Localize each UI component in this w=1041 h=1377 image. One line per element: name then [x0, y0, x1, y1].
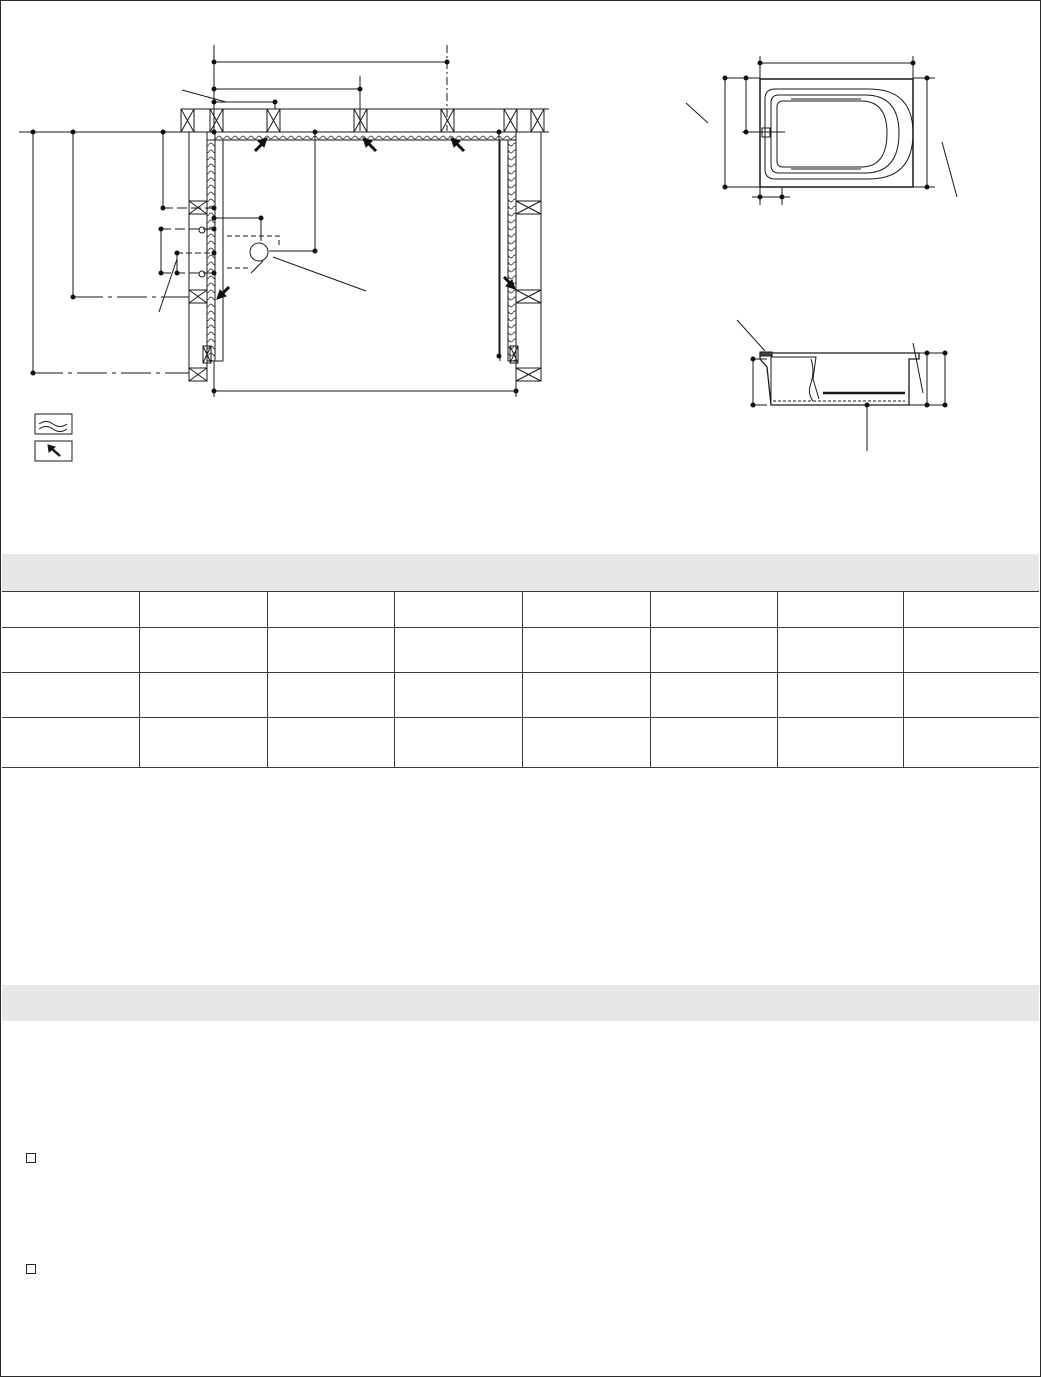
table-cell — [650, 592, 777, 628]
table-cell — [903, 592, 1039, 628]
table-cell — [394, 628, 522, 673]
table-row — [2, 718, 1039, 768]
table-cell — [139, 673, 267, 718]
tub-side-view — [737, 320, 947, 451]
table-cell — [2, 673, 139, 718]
table-cell — [522, 718, 650, 768]
table-cell — [777, 628, 903, 673]
table-cell — [2, 718, 139, 768]
table-cell — [522, 592, 650, 628]
table-cell — [777, 673, 903, 718]
table-cell — [267, 628, 394, 673]
table-cell — [2, 628, 139, 673]
table-row — [2, 673, 1039, 718]
dimension-points — [31, 60, 519, 394]
table-cell — [139, 628, 267, 673]
table-row — [2, 592, 1039, 628]
installation-drawings — [1, 1, 1040, 551]
alcove-plan-view — [19, 45, 549, 397]
table-cell — [522, 628, 650, 673]
section-header-band — [2, 985, 1039, 1021]
section-header-band — [2, 554, 1039, 591]
table-cell — [650, 718, 777, 768]
table-cell — [139, 718, 267, 768]
table-cell — [139, 592, 267, 628]
table-cell — [777, 718, 903, 768]
table-cell — [394, 592, 522, 628]
legend — [35, 414, 72, 461]
table-cell — [903, 718, 1039, 768]
checklist-checkbox[interactable] — [26, 1264, 36, 1274]
table-cell — [267, 592, 394, 628]
table-cell — [650, 628, 777, 673]
table-cell — [394, 718, 522, 768]
table-cell — [394, 673, 522, 718]
table-cell — [267, 718, 394, 768]
table-cell — [2, 592, 139, 628]
table-cell — [903, 628, 1039, 673]
table-cell — [522, 673, 650, 718]
table-cell — [267, 673, 394, 718]
table-row — [2, 628, 1039, 673]
table-cell — [777, 592, 903, 628]
specification-table — [2, 591, 1039, 768]
table-cell — [903, 673, 1039, 718]
table-cell — [650, 673, 777, 718]
checklist-checkbox[interactable] — [26, 1153, 36, 1163]
top-wall-studs — [181, 109, 544, 132]
